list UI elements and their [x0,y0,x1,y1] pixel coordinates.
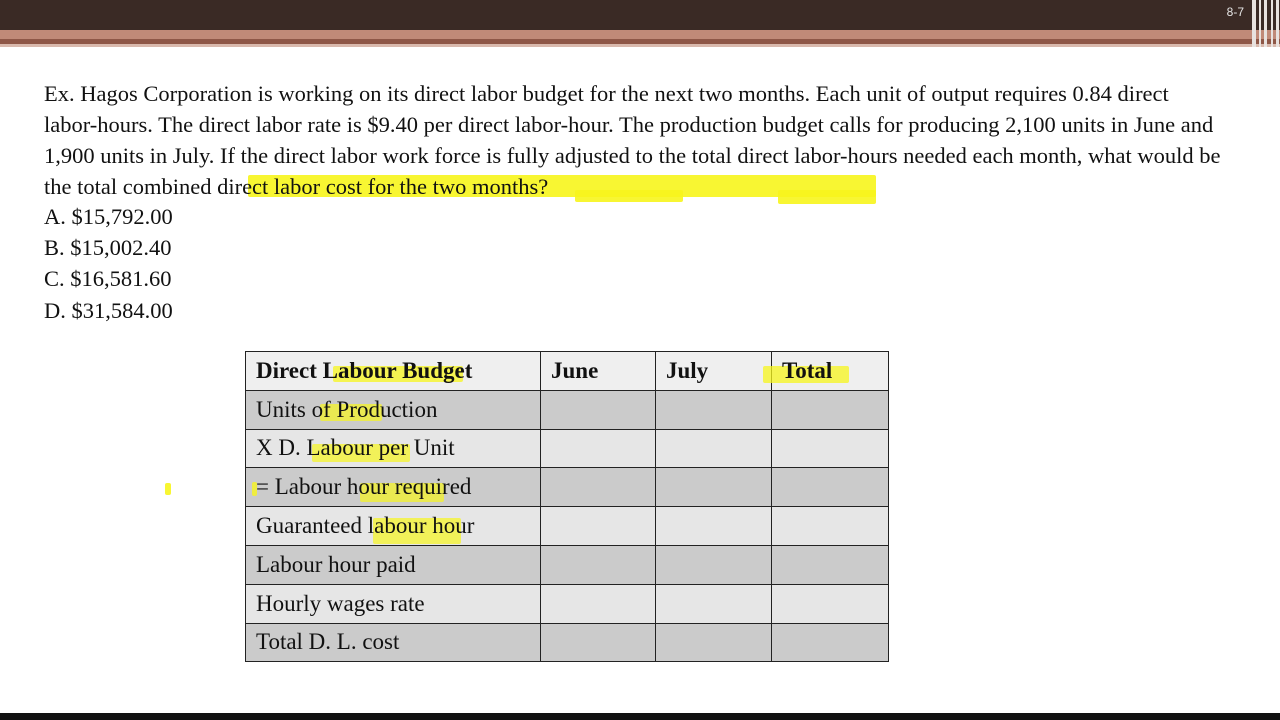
direct-labour-budget-table [245,351,889,662]
question-text: Ex. Hagos Corporation is working on its direct labor budget for the next two months. Each unit of output requires 0.84 direct labor-hours. The direct labor rate is $9.40 per direct labor-hour. The production budget calls for producing 2,100 units in June and 1,900 units in July. If the direct labor work force is fully adjusted to the total direct labor-hours needed each month, what would be the total combined direct labor cost for the two months? [44,81,1221,199]
header-direct-labour-budget: Direct Labour Budget [246,352,541,391]
slide-header-bars [1250,0,1280,47]
july-cell [656,623,772,662]
june-cell [541,584,656,623]
option-a: A. $15,792.00 [44,204,173,229]
row-label: Hourly wages rate [246,584,541,623]
table-row [246,584,889,623]
slide-header-stripe-light [0,44,1280,47]
june-cell [541,390,656,429]
row-label: Units of Production [246,390,541,429]
slide-number: 8-7 [1226,5,1244,19]
total-cell [772,507,889,546]
total-cell [772,429,889,468]
total-cell [772,390,889,429]
slide-header-bar [0,0,1280,30]
june-cell [541,429,656,468]
july-cell [656,429,772,468]
row-label: Total D. L. cost [246,623,541,662]
table-row [246,429,889,468]
header-july: July [656,352,772,391]
total-cell [772,584,889,623]
june-cell [541,507,656,546]
table-row [246,468,889,507]
bottom-bar [0,713,1280,720]
total-cell [772,545,889,584]
july-cell [656,468,772,507]
row-label: Guaranteed labour hour [246,507,541,546]
table-row [246,390,889,429]
july-cell [656,545,772,584]
slide-header-stripe [0,30,1280,39]
header-june: June [541,352,656,391]
table-header-row [246,352,889,391]
june-cell [541,468,656,507]
row-label: Labour hour paid [246,545,541,584]
june-cell [541,623,656,662]
row-label: X D. Labour per Unit [246,429,541,468]
option-c: C. $16,581.60 [44,266,172,291]
option-d: D. $31,584.00 [44,298,173,323]
july-cell [656,584,772,623]
june-cell [541,545,656,584]
highlight-mark [165,483,171,495]
option-b: B. $15,002.40 [44,235,172,260]
july-cell [656,390,772,429]
header-total: Total [772,352,889,391]
table-row [246,623,889,662]
table-row [246,545,889,584]
july-cell [656,507,772,546]
table-row [246,507,889,546]
total-cell [772,623,889,662]
row-label: = Labour hour required [246,468,541,507]
total-cell [772,468,889,507]
